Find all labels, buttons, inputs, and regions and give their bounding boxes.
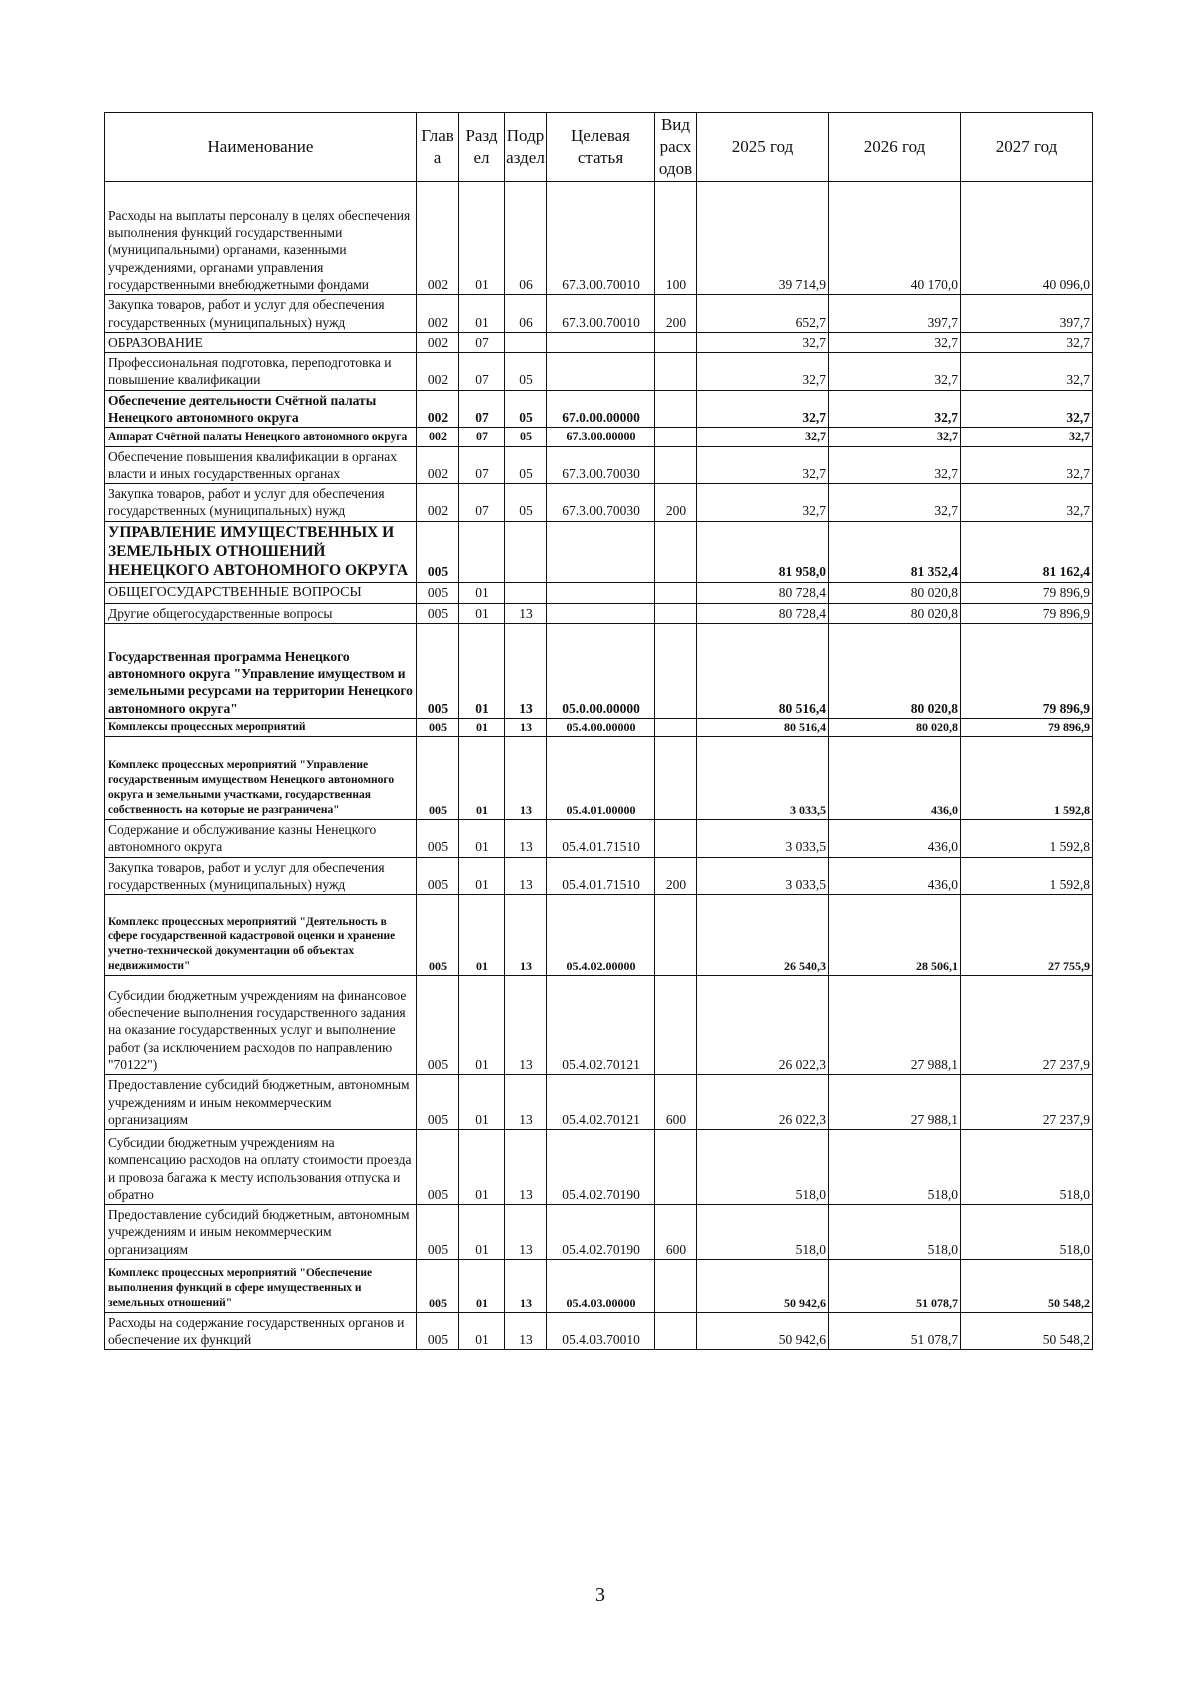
row-podrazdel: 13 — [505, 1259, 547, 1312]
header-podrazdel: Подр аздел — [505, 113, 547, 182]
row-2026: 80 020,8 — [829, 623, 961, 718]
row-glava: 002 — [417, 484, 459, 522]
row-vid — [655, 332, 697, 352]
row-name: Субсидии бюджетным учреждениям на компенсацию расходов на оплату стоимости проезда и провоза багажа к месту использования отпуска и обратно — [105, 1130, 417, 1205]
row-2027: 32,7 — [961, 484, 1093, 522]
row-2025: 32,7 — [697, 390, 829, 428]
row-2025: 26 022,3 — [697, 1075, 829, 1130]
row-razdel — [459, 521, 505, 582]
row-glava: 002 — [417, 182, 459, 295]
row-target: 05.4.01.00000 — [547, 737, 655, 820]
table-row — [105, 446, 1093, 484]
table-row — [105, 582, 1093, 603]
table-row — [105, 182, 1093, 295]
row-razdel: 01 — [459, 976, 505, 1075]
row-2025: 50 942,6 — [697, 1312, 829, 1350]
row-podrazdel: 05 — [505, 353, 547, 391]
table-row — [105, 484, 1093, 522]
row-target: 05.4.03.00000 — [547, 1259, 655, 1312]
row-name: Обеспечение деятельности Счётной палаты Ненецкого автономного округа — [105, 390, 417, 428]
row-glava: 005 — [417, 895, 459, 976]
row-name: Другие общегосударственные вопросы — [105, 603, 417, 623]
row-razdel: 01 — [459, 603, 505, 623]
row-2027: 1 592,8 — [961, 820, 1093, 858]
row-name: Аппарат Счётной палаты Ненецкого автономного округа — [105, 428, 417, 446]
header-name: Наименование — [105, 113, 417, 182]
header-glava: Глав а — [417, 113, 459, 182]
row-razdel: 01 — [459, 182, 505, 295]
row-podrazdel: 06 — [505, 295, 547, 333]
row-2025: 80 728,4 — [697, 603, 829, 623]
row-vid — [655, 603, 697, 623]
row-glava: 002 — [417, 428, 459, 446]
row-vid — [655, 390, 697, 428]
table-row — [105, 718, 1093, 736]
row-2025: 652,7 — [697, 295, 829, 333]
row-name: Закупка товаров, работ и услуг для обеспечения государственных (муниципальных) нужд — [105, 484, 417, 522]
row-razdel: 01 — [459, 1205, 505, 1260]
row-2027: 27 755,9 — [961, 895, 1093, 976]
row-name: Закупка товаров, работ и услуг для обеспечения государственных (муниципальных) нужд — [105, 857, 417, 895]
row-target: 67.3.00.70010 — [547, 182, 655, 295]
row-glava: 005 — [417, 737, 459, 820]
row-glava: 005 — [417, 1205, 459, 1260]
row-target: 67.0.00.00000 — [547, 390, 655, 428]
row-vid: 200 — [655, 857, 697, 895]
row-podrazdel: 13 — [505, 857, 547, 895]
row-2027: 50 548,2 — [961, 1312, 1093, 1350]
row-vid — [655, 1130, 697, 1205]
budget-sheet — [104, 112, 1092, 1350]
row-2027: 32,7 — [961, 390, 1093, 428]
row-2027: 79 896,9 — [961, 603, 1093, 623]
table-row — [105, 332, 1093, 352]
row-name: Предоставление субсидий бюджетным, автономным учреждениям и иным некоммерческим организациям — [105, 1075, 417, 1130]
header-razdel: Разд ел — [459, 113, 505, 182]
row-target: 05.4.02.70121 — [547, 976, 655, 1075]
row-glava: 005 — [417, 1259, 459, 1312]
row-2025: 518,0 — [697, 1130, 829, 1205]
row-vid — [655, 718, 697, 736]
row-name: Расходы на выплаты персоналу в целях обеспечения выполнения функций государственными (муниципальными) органами, казенными учреждениями, органами управления государственными внебюджетными фондами — [105, 182, 417, 295]
row-razdel: 07 — [459, 446, 505, 484]
table-header-row — [105, 113, 1093, 182]
row-razdel: 01 — [459, 737, 505, 820]
row-glava: 002 — [417, 295, 459, 333]
row-razdel: 01 — [459, 295, 505, 333]
row-name: Расходы на содержание государственных органов и обеспечение их функций — [105, 1312, 417, 1350]
row-2026: 80 020,8 — [829, 718, 961, 736]
row-2027: 27 237,9 — [961, 1075, 1093, 1130]
row-2026: 32,7 — [829, 390, 961, 428]
row-vid — [655, 623, 697, 718]
row-target: 05.4.02.70121 — [547, 1075, 655, 1130]
table-row — [105, 353, 1093, 391]
row-2025: 32,7 — [697, 484, 829, 522]
row-podrazdel — [505, 332, 547, 352]
row-glava: 002 — [417, 353, 459, 391]
row-vid — [655, 353, 697, 391]
row-2026: 397,7 — [829, 295, 961, 333]
table-row — [105, 737, 1093, 820]
row-target: 05.4.03.70010 — [547, 1312, 655, 1350]
row-podrazdel: 13 — [505, 976, 547, 1075]
row-target: 05.4.02.70190 — [547, 1130, 655, 1205]
row-glava: 005 — [417, 820, 459, 858]
row-name: Комплекс процессных мероприятий "Управление государственным имуществом Ненецкого автономного округа и земельными участками, государственная собственность на которые не разграничена" — [105, 737, 417, 820]
row-name: ОБЩЕГОСУДАРСТВЕННЫЕ ВОПРОСЫ — [105, 582, 417, 603]
row-podrazdel: 13 — [505, 895, 547, 976]
row-razdel: 07 — [459, 353, 505, 391]
row-2026: 81 352,4 — [829, 521, 961, 582]
row-2027: 50 548,2 — [961, 1259, 1093, 1312]
row-glava: 005 — [417, 582, 459, 603]
table-row — [105, 390, 1093, 428]
row-vid — [655, 1259, 697, 1312]
row-2027: 79 896,9 — [961, 718, 1093, 736]
table-row — [105, 521, 1093, 582]
row-2026: 436,0 — [829, 820, 961, 858]
row-2026: 32,7 — [829, 484, 961, 522]
row-2027: 32,7 — [961, 332, 1093, 352]
row-glava: 002 — [417, 446, 459, 484]
row-podrazdel: 13 — [505, 623, 547, 718]
row-razdel: 07 — [459, 428, 505, 446]
table-row — [105, 1130, 1093, 1205]
row-glava: 005 — [417, 857, 459, 895]
row-target — [547, 353, 655, 391]
row-glava: 005 — [417, 623, 459, 718]
row-2025: 39 714,9 — [697, 182, 829, 295]
row-2025: 32,7 — [697, 428, 829, 446]
row-2027: 518,0 — [961, 1130, 1093, 1205]
row-name: Комплекс процессных мероприятий "Обеспечение выполнения функций в сфере имущественных и земельных отношений" — [105, 1259, 417, 1312]
row-razdel: 01 — [459, 582, 505, 603]
row-name: Субсидии бюджетным учреждениям на финансовое обеспечение выполнения государственного задания на оказание государственных услуг и выполнение работ (за исключением расходов по направлению "70122") — [105, 976, 417, 1075]
row-vid — [655, 1312, 697, 1350]
row-2026: 80 020,8 — [829, 582, 961, 603]
row-name: Государственная программа Ненецкого автономного округа "Управление имуществом и земельными ресурсами на территории Ненецкого автономного округа" — [105, 623, 417, 718]
header-vid: Вид расх одов — [655, 113, 697, 182]
row-target: 05.4.02.00000 — [547, 895, 655, 976]
row-name: Комплекс процессных мероприятий "Деятельность в сфере государственной кадастровой оценки и хранение учетно-технической документации об объектах недвижимости" — [105, 895, 417, 976]
header-2026: 2026 год — [829, 113, 961, 182]
row-target: 05.4.01.71510 — [547, 857, 655, 895]
row-2027: 32,7 — [961, 353, 1093, 391]
row-vid — [655, 446, 697, 484]
row-2025: 3 033,5 — [697, 820, 829, 858]
row-podrazdel: 13 — [505, 820, 547, 858]
header-2027: 2027 год — [961, 113, 1093, 182]
row-podrazdel: 13 — [505, 737, 547, 820]
row-target — [547, 603, 655, 623]
row-vid: 200 — [655, 295, 697, 333]
row-vid — [655, 521, 697, 582]
table-row — [105, 820, 1093, 858]
row-glava: 005 — [417, 718, 459, 736]
row-2025: 80 728,4 — [697, 582, 829, 603]
row-target: 67.3.00.70030 — [547, 446, 655, 484]
row-2027: 1 592,8 — [961, 737, 1093, 820]
table-row — [105, 603, 1093, 623]
row-podrazdel: 05 — [505, 428, 547, 446]
table-row — [105, 428, 1093, 446]
row-podrazdel: 05 — [505, 446, 547, 484]
row-target — [547, 332, 655, 352]
row-razdel: 01 — [459, 820, 505, 858]
row-2027: 397,7 — [961, 295, 1093, 333]
row-razdel: 01 — [459, 718, 505, 736]
row-podrazdel: 13 — [505, 1312, 547, 1350]
row-podrazdel: 05 — [505, 390, 547, 428]
row-razdel: 01 — [459, 1312, 505, 1350]
row-2026: 436,0 — [829, 857, 961, 895]
row-2026: 40 170,0 — [829, 182, 961, 295]
row-2025: 26 022,3 — [697, 976, 829, 1075]
row-2027: 79 896,9 — [961, 582, 1093, 603]
row-podrazdel — [505, 521, 547, 582]
row-razdel: 01 — [459, 1130, 505, 1205]
table-row — [105, 1259, 1093, 1312]
row-2026: 80 020,8 — [829, 603, 961, 623]
table-row — [105, 857, 1093, 895]
row-2026: 32,7 — [829, 446, 961, 484]
row-glava: 005 — [417, 1312, 459, 1350]
row-name: Комплексы процессных мероприятий — [105, 718, 417, 736]
row-2026: 28 506,1 — [829, 895, 961, 976]
table-row — [105, 1205, 1093, 1260]
row-2027: 32,7 — [961, 446, 1093, 484]
row-2026: 32,7 — [829, 353, 961, 391]
row-2026: 518,0 — [829, 1130, 961, 1205]
row-vid: 600 — [655, 1205, 697, 1260]
row-target: 05.4.01.71510 — [547, 820, 655, 858]
row-vid: 200 — [655, 484, 697, 522]
row-vid — [655, 895, 697, 976]
row-name: Закупка товаров, работ и услуг для обеспечения государственных (муниципальных) нужд — [105, 295, 417, 333]
row-2025: 32,7 — [697, 353, 829, 391]
row-vid — [655, 428, 697, 446]
row-vid: 100 — [655, 182, 697, 295]
row-2025: 26 540,3 — [697, 895, 829, 976]
row-target: 05.4.02.70190 — [547, 1205, 655, 1260]
row-vid — [655, 737, 697, 820]
table-row — [105, 1312, 1093, 1350]
row-razdel: 01 — [459, 623, 505, 718]
row-razdel: 01 — [459, 1075, 505, 1130]
row-2025: 32,7 — [697, 446, 829, 484]
row-podrazdel: 13 — [505, 1130, 547, 1205]
row-2026: 27 988,1 — [829, 976, 961, 1075]
row-2025: 80 516,4 — [697, 718, 829, 736]
row-2025: 81 958,0 — [697, 521, 829, 582]
row-razdel: 01 — [459, 1259, 505, 1312]
row-podrazdel — [505, 582, 547, 603]
row-2027: 1 592,8 — [961, 857, 1093, 895]
row-2026: 518,0 — [829, 1205, 961, 1260]
row-2026: 51 078,7 — [829, 1312, 961, 1350]
row-glava: 005 — [417, 521, 459, 582]
row-target: 67.3.00.00000 — [547, 428, 655, 446]
row-glava: 005 — [417, 1075, 459, 1130]
row-glava: 005 — [417, 603, 459, 623]
row-2025: 50 942,6 — [697, 1259, 829, 1312]
row-2025: 32,7 — [697, 332, 829, 352]
row-2027: 79 896,9 — [961, 623, 1093, 718]
row-2026: 436,0 — [829, 737, 961, 820]
row-vid — [655, 582, 697, 603]
row-name: Содержание и обслуживание казны Ненецкого автономного округа — [105, 820, 417, 858]
row-razdel: 01 — [459, 857, 505, 895]
row-podrazdel: 13 — [505, 603, 547, 623]
row-target — [547, 582, 655, 603]
row-vid — [655, 976, 697, 1075]
table-row — [105, 895, 1093, 976]
row-name: ОБРАЗОВАНИЕ — [105, 332, 417, 352]
row-target: 05.4.00.00000 — [547, 718, 655, 736]
row-2026: 32,7 — [829, 428, 961, 446]
row-name: УПРАВЛЕНИЕ ИМУЩЕСТВЕННЫХ И ЗЕМЕЛЬНЫХ ОТНОШЕНИЙ НЕНЕЦКОГО АВТОНОМНОГО ОКРУГА — [105, 521, 417, 582]
row-glava: 005 — [417, 976, 459, 1075]
row-razdel: 01 — [459, 895, 505, 976]
row-podrazdel: 13 — [505, 1075, 547, 1130]
page-number: 3 — [595, 1584, 605, 1606]
row-razdel: 07 — [459, 484, 505, 522]
row-2027: 32,7 — [961, 428, 1093, 446]
row-name: Предоставление субсидий бюджетным, автономным учреждениям и иным некоммерческим организациям — [105, 1205, 417, 1260]
row-target: 05.0.00.00000 — [547, 623, 655, 718]
row-name: Профессиональная подготовка, переподготовка и повышение квалификации — [105, 353, 417, 391]
row-podrazdel: 13 — [505, 1205, 547, 1260]
row-2025: 3 033,5 — [697, 857, 829, 895]
row-2027: 40 096,0 — [961, 182, 1093, 295]
row-2027: 27 237,9 — [961, 976, 1093, 1075]
row-name: Обеспечение повышения квалификации в органах власти и иных государственных органах — [105, 446, 417, 484]
row-vid — [655, 820, 697, 858]
row-podrazdel: 13 — [505, 718, 547, 736]
table-row — [105, 295, 1093, 333]
row-2026: 51 078,7 — [829, 1259, 961, 1312]
row-podrazdel: 05 — [505, 484, 547, 522]
row-2026: 32,7 — [829, 332, 961, 352]
row-glava: 002 — [417, 390, 459, 428]
row-vid: 600 — [655, 1075, 697, 1130]
row-glava: 002 — [417, 332, 459, 352]
row-2025: 518,0 — [697, 1205, 829, 1260]
header-2025: 2025 год — [697, 113, 829, 182]
row-target: 67.3.00.70030 — [547, 484, 655, 522]
row-2027: 518,0 — [961, 1205, 1093, 1260]
row-target — [547, 521, 655, 582]
budget-table — [104, 112, 1093, 1350]
row-razdel: 07 — [459, 390, 505, 428]
row-target: 67.3.00.70010 — [547, 295, 655, 333]
row-podrazdel: 06 — [505, 182, 547, 295]
table-row — [105, 976, 1093, 1075]
row-2025: 3 033,5 — [697, 737, 829, 820]
row-2026: 27 988,1 — [829, 1075, 961, 1130]
row-razdel: 07 — [459, 332, 505, 352]
table-row — [105, 1075, 1093, 1130]
table-row — [105, 623, 1093, 718]
row-glava: 005 — [417, 1130, 459, 1205]
row-2027: 81 162,4 — [961, 521, 1093, 582]
row-2025: 80 516,4 — [697, 623, 829, 718]
header-target: Целевая статья — [547, 113, 655, 182]
